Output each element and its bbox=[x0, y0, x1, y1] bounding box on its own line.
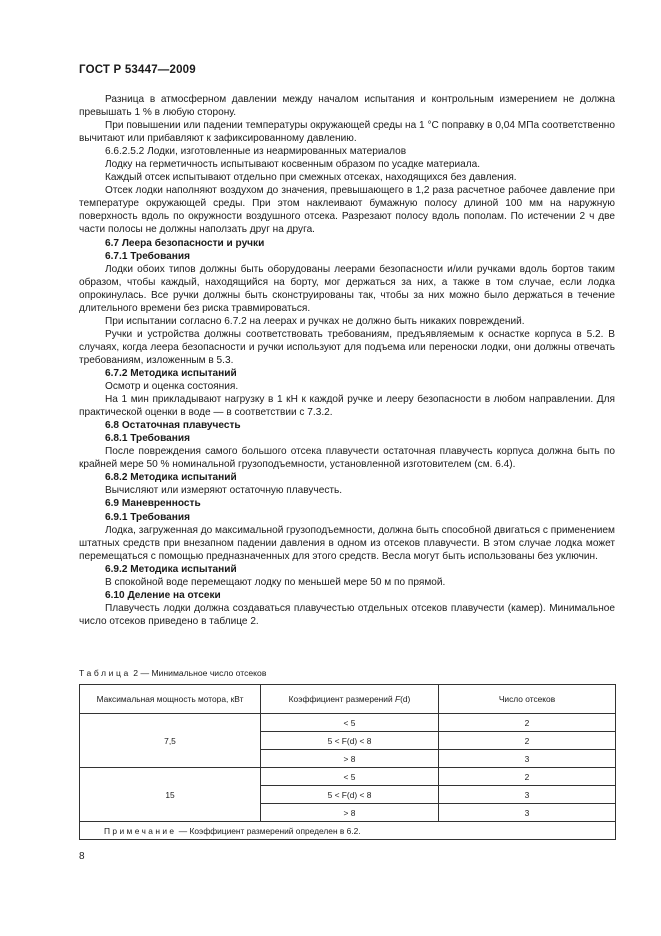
subsection-heading: 6.7.1 Требования bbox=[105, 250, 190, 262]
note-text: — Коэффициент размерений определен в 6.2. bbox=[176, 825, 361, 836]
subsection-heading: 6.7.2 Методика испытаний bbox=[105, 367, 237, 379]
paragraph: При повышении или падении температуры окружающей среды на 1 °С поправку в 0,04 МПа соответственно вычитают или прибавляют к зафиксированному давлению. bbox=[79, 120, 615, 145]
count-cell: 2 bbox=[439, 714, 616, 732]
count-cell: 3 bbox=[439, 804, 616, 822]
paragraph: После повреждения самого большого отсека плавучести остаточная плавучесть корпуса должна быть по крайней мере 50 % номинальной грузоподъемности, установленной изготовителем (см. 6.4). bbox=[79, 446, 615, 471]
column-header-power: Максимальная мощность мотора, кВт bbox=[80, 685, 261, 714]
coef-cell: < 5 bbox=[261, 714, 439, 732]
coef-cell: > 8 bbox=[261, 750, 439, 768]
section-heading: 6.7 Леера безопасности и ручки bbox=[105, 237, 265, 249]
paragraph: Разница в атмосферном давлении между началом испытания и контрольным измерением не должна превышать 1 % в любую сторону. bbox=[79, 94, 615, 119]
column-header-coefficient bbox=[261, 685, 439, 714]
paragraph: На 1 мин прикладывают нагрузку в 1 кН к каждой ручке и лееру безопасности в любом направлении. Для практической оценки в воде — в соответствии с 7.3.2. bbox=[79, 394, 615, 419]
power-cell: 15 bbox=[80, 768, 261, 822]
coef-header-f: F bbox=[394, 694, 401, 704]
table-note bbox=[80, 822, 616, 840]
table-header-row bbox=[80, 685, 616, 714]
paragraph: Лодку на герметичность испытывают косвенным образом по усадке материала. bbox=[105, 159, 481, 171]
count-cell: 2 bbox=[439, 732, 616, 750]
paragraph: Ручки и устройства должны соответствовать требованиям, предъявляемым к оснастке корпуса в 5.2. В случаях, когда леера безопасности и ручки используют для подъема или переноски лодки, они должны отвечать требованиям, изложенным в 5.3. bbox=[79, 328, 615, 366]
table-row bbox=[80, 768, 616, 786]
section-heading: 6.10 Деление на отсеки bbox=[105, 589, 221, 601]
count-cell: 3 bbox=[439, 750, 616, 768]
note-word: Примечание bbox=[104, 825, 177, 836]
count-cell: 3 bbox=[439, 786, 616, 804]
subsection-heading: 6.9.2 Методика испытаний bbox=[105, 563, 237, 575]
column-header-count: Число отсеков bbox=[439, 685, 616, 714]
compartments-table bbox=[79, 684, 616, 840]
subsection-heading: 6.8.2 Методика испытаний bbox=[105, 472, 237, 484]
table-caption-text: 2 — Минимальное число отсеков bbox=[133, 668, 267, 678]
coef-header-prefix: Коэффициент размерений bbox=[288, 694, 395, 704]
coef-cell: 5 < F(d) < 8 bbox=[261, 786, 439, 804]
table-caption-word: Таблица bbox=[79, 668, 131, 678]
body-text bbox=[79, 93, 615, 628]
subsection-heading: 6.8.1 Требования bbox=[105, 433, 190, 445]
paragraph: Осмотр и оценка состояния. bbox=[105, 381, 239, 393]
paragraph: Лодка, загруженная до максимальной грузоподъемности, должна быть способной двигаться с применением штатных средств при внезапном падении давления в одном из отсеков плавучести. В этом случае лодка может перемещаться с помощью предназначенных для этого средств. Весла могут быть использованы без уключин. bbox=[79, 524, 615, 562]
table-row bbox=[80, 714, 616, 732]
paragraph: Лодки обоих типов должны быть оборудованы леерами безопасности и/или ручками вдоль бортов таким образом, чтобы каждый, находящийся на борту, мог держаться за них, а также в том случае, если лодка опрокинулась. Все ручки должны быть сконструированы так, чтобы за них можно было держаться в течение длительного времени без риска травмироваться. bbox=[79, 263, 615, 314]
paragraph: В спокойной воде перемещают лодку по меньшей мере 50 м по прямой. bbox=[105, 576, 446, 588]
coef-cell: < 5 bbox=[261, 768, 439, 786]
section-heading: 6.8 Остаточная плавучесть bbox=[105, 420, 241, 432]
subsection-heading: 6.9.1 Требования bbox=[105, 511, 190, 523]
table-caption bbox=[79, 668, 266, 678]
power-cell: 7,5 bbox=[80, 714, 261, 768]
clause-heading: 6.6.2.5.2 Лодки, изготовленные из неармированных материалов bbox=[105, 146, 407, 158]
paragraph: Отсек лодки наполняют воздухом до значения, превышающего в 1,2 раза расчетное рабочее давление при температуре окружающей среды. При этом наклеивают бумажную полосу длиной 100 мм на наружную поверхность вдоль по окружности воздушного отсека. Разрезают полосу вдоль пополам. По истечении 2 ч две части полосы не должны наползать друг на друга. bbox=[79, 185, 615, 236]
section-heading: 6.9 Маневренность bbox=[105, 498, 201, 510]
paragraph: При испытании согласно 6.7.2 на леерах и ручках не должно быть никаких повреждений. bbox=[105, 315, 525, 327]
coef-header-suffix: (d) bbox=[400, 694, 411, 704]
coef-cell: 5 < F(d) < 8 bbox=[261, 732, 439, 750]
paragraph: Каждый отсек испытывают отдельно при смежных отсеках, находящихся без давления. bbox=[105, 172, 517, 184]
coef-cell: > 8 bbox=[261, 804, 439, 822]
paragraph: Плавучесть лодки должна создаваться плавучестью отдельных отсеков плавучести (камер). Минимальное число отсеков приведено в таблице 2. bbox=[79, 602, 615, 627]
document-header: ГОСТ Р 53447—2009 bbox=[79, 64, 196, 76]
page-number: 8 bbox=[79, 851, 85, 862]
table-note-row bbox=[80, 822, 616, 840]
paragraph: Вычисляют или измеряют остаточную плавучесть. bbox=[105, 485, 343, 497]
count-cell: 2 bbox=[439, 768, 616, 786]
